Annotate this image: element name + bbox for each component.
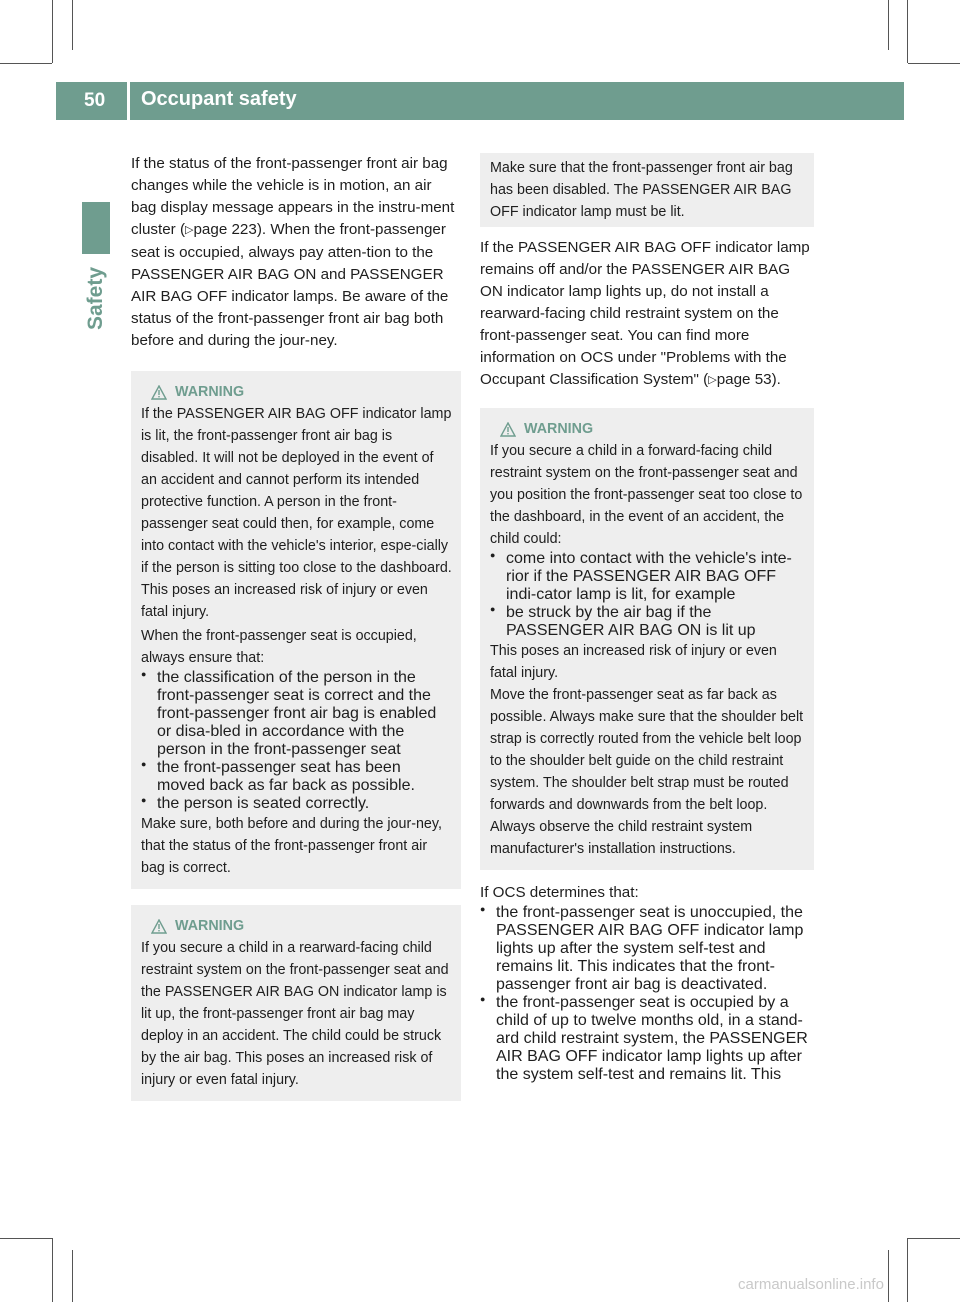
note-text: Make sure that the front-passenger front air bag has been disabled. The PASSENGER AIR BAG OFF indicator lamp must be lit. xyxy=(490,160,793,220)
list-item: ● come into contact with the vehicle's inte-rior if the PASSENGER AIR BAG OFF indi-cator lamp is lit, for example xyxy=(490,550,806,604)
warning-heading xyxy=(151,381,453,403)
warning-text: If you secure a child in a rearward-facing child restraint system on the front-passenger seat and the PASSENGER AIR BAG ON indicator lamp is lit up, the front-passenger front air bag may deploy in an accident. The child could be struck by the air bag. This poses an increased risk of injury or even fatal injury. xyxy=(141,940,449,1088)
page-number: 50 xyxy=(84,90,106,111)
crop-mark xyxy=(72,1250,73,1302)
warning-box xyxy=(131,371,461,889)
crop-mark xyxy=(52,0,53,63)
warning-heading xyxy=(151,915,453,937)
right-column xyxy=(480,153,814,1084)
warning-bullet-list xyxy=(490,550,806,640)
ocs-bullet-list xyxy=(480,904,814,1084)
section-title: Occupant safety xyxy=(141,88,297,110)
warning-text: This poses an increased risk of injury or even fatal injury. xyxy=(490,643,777,681)
list-item: ● be struck by the air bag if the PASSENGER AIR BAG ON is lit up xyxy=(490,604,806,640)
side-tab-label: Safety xyxy=(84,266,107,330)
warning-title: WARNING xyxy=(175,918,245,934)
warning-triangle-icon xyxy=(500,422,516,437)
crop-mark xyxy=(888,0,889,50)
intro-paragraph: If the status of the front-passenger front air bag changes while the vehicle is in motion, an air bag display message appears in the instru-ment cluster (▷page 223). When the front-passenger seat is occupied, always pay atten-tion to the PASSENGER AIR BAG ON and PASSENGER AIR BAG OFF indicator lamps. Be aware of the status of the front-passenger front air bag both before and during the jour-ney. xyxy=(131,155,455,349)
warning-text: Move the front-passenger seat as far back as possible. Always make sure that the shoulder belt strap is correctly routed from the vehicle belt loop to the shoulder belt guide on the child restraint system. The shoulder belt strap must be routed forwards and downwards from the belt loop. Always observe the child restraint system manufacturer's installation instructions. xyxy=(490,687,804,857)
ocs-paragraph: If the PASSENGER AIR BAG OFF indicator lamp remains off and/or the PASSENGER AIR BAG ON indicator lamp lights up, do not install a rearward-facing child restraint system on the front-passenger seat. You can find more information on OCS under "Problems with the Occupant Classification System" (▷page 53). xyxy=(480,239,810,388)
crop-mark xyxy=(907,1238,908,1302)
note-box xyxy=(480,153,814,227)
list-item: ● the front-passenger seat has been moved back as far back as possible. xyxy=(141,759,453,795)
crop-mark xyxy=(908,63,960,64)
warning-text: When the front-passenger seat is occupied, always ensure that: xyxy=(141,628,417,666)
warning-bullet-list xyxy=(141,669,453,813)
warning-box xyxy=(131,905,461,1101)
crop-mark xyxy=(52,1238,53,1302)
crop-mark xyxy=(908,1238,960,1239)
list-item: ● the person is seated correctly. xyxy=(141,795,453,813)
left-column xyxy=(131,153,461,1101)
warning-triangle-icon xyxy=(151,919,167,934)
list-item: ● the classification of the person in the front-passenger seat is correct and the front-passenger front air bag is enabled or disa-bled in accordance with the person in the front-passenger seat xyxy=(141,669,453,759)
crop-mark xyxy=(907,0,908,63)
list-item: ● the front-passenger seat is unoccupied, the PASSENGER AIR BAG OFF indicator lamp lights up after the system self-test and remains lit. This indicates that the front-passenger front air bag is deactivated. xyxy=(480,904,814,994)
ocs-intro: If OCS determines that: xyxy=(480,884,639,901)
crop-mark xyxy=(0,1238,52,1239)
warning-triangle-icon xyxy=(151,385,167,400)
page-ref-link[interactable]: page 223 xyxy=(193,221,257,238)
side-tab-marker xyxy=(82,202,110,254)
crop-mark xyxy=(888,1250,889,1302)
warning-box xyxy=(480,408,814,870)
header-divider xyxy=(127,82,130,120)
crop-mark xyxy=(0,63,52,64)
list-item: ● the front-passenger seat is occupied by a child of up to twelve months old, in a stand-ard child restraint system, the PASSENGER AIR BAG OFF indicator lamp lights up after the system self-test and remains lit. This xyxy=(480,994,814,1084)
page-ref-link[interactable]: page 53 xyxy=(716,371,772,388)
warning-text: Make sure, both before and during the jour-ney, that the status of the front-passenger front air bag is correct. xyxy=(141,816,442,876)
warning-heading xyxy=(500,418,806,440)
warning-title: WARNING xyxy=(524,421,594,437)
crop-mark xyxy=(72,0,73,50)
warning-text: If you secure a child in a forward-facing child restraint system on the front-passenger seat and you position the front-passenger seat too close to the dashboard, in the event of an accident, the child could: xyxy=(490,443,803,547)
page-ref-arrow-icon: ▷ xyxy=(708,374,717,386)
warning-title: WARNING xyxy=(175,384,245,400)
warning-text: If the PASSENGER AIR BAG OFF indicator lamp is lit, the front-passenger front air bag is disabled. It will not be deployed in the event of an accident and cannot perform its intended protective function. A person in the front-passenger seat could then, for example, come into contact with the vehicle's interior, espe-cially if the person is sitting too close to the dashboard. This poses an increased risk of injury or even fatal injury. xyxy=(141,406,452,620)
watermark: carmanualsonline.info xyxy=(738,1276,884,1293)
page-ref-arrow-icon: ▷ xyxy=(185,224,194,236)
